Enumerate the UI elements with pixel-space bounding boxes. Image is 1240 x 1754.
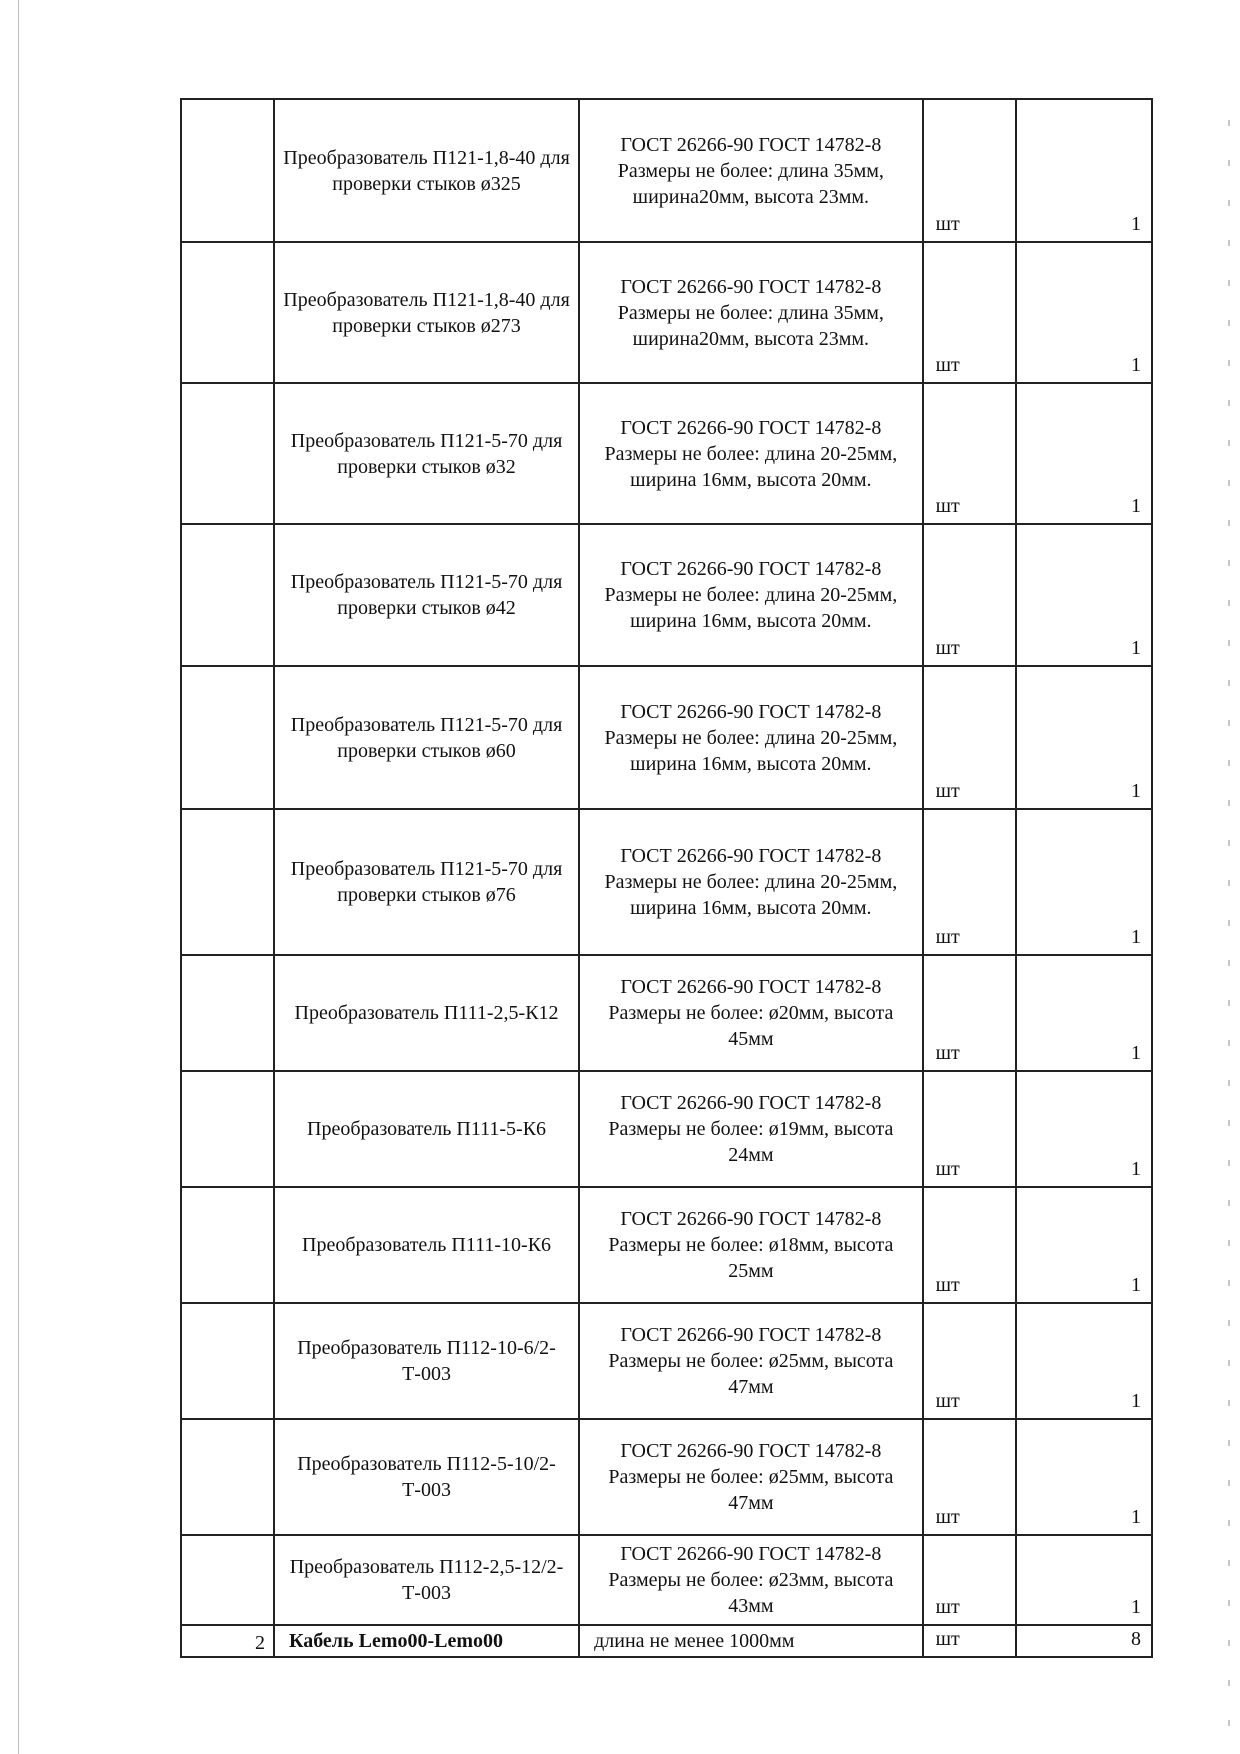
table-row: [181, 383, 1152, 524]
row-number: [181, 1535, 274, 1625]
item-unit: шт: [923, 242, 1016, 383]
item-unit: шт: [923, 1303, 1016, 1419]
table-row: [181, 1535, 1152, 1625]
item-unit: шт: [923, 955, 1016, 1071]
table-row: [181, 1625, 1152, 1657]
item-name: Преобразователь П121-5-70 для проверки стыков ø42: [274, 524, 579, 666]
item-unit: шт: [923, 1187, 1016, 1303]
row-number: [181, 242, 274, 383]
item-name: Преобразователь П111-5-К6: [274, 1071, 579, 1187]
row-number: [181, 666, 274, 809]
item-spec: ГОСТ 26266-90 ГОСТ 14782-8 Размеры не более: ø25мм, высота 47мм: [579, 1419, 923, 1535]
row-number: [181, 955, 274, 1071]
item-qty: 1: [1016, 1535, 1152, 1625]
table-row: [181, 1071, 1152, 1187]
item-spec: ГОСТ 26266-90 ГОСТ 14782-8 Размеры не более: ø19мм, высота 24мм: [579, 1071, 923, 1187]
row-number: [181, 1071, 274, 1187]
table-row: [181, 99, 1152, 242]
scan-edge-right: [1228, 120, 1230, 1740]
item-qty: 1: [1016, 383, 1152, 524]
item-spec: ГОСТ 26266-90 ГОСТ 14782-8 Размеры не более: ø20мм, высота 45мм: [579, 955, 923, 1071]
item-spec: ГОСТ 26266-90 ГОСТ 14782-8 Размеры не более: длина 20-25мм, ширина 16мм, высота 20мм.: [579, 524, 923, 666]
item-qty: 1: [1016, 666, 1152, 809]
item-name: Преобразователь П121-5-70 для проверки стыков ø76: [274, 809, 579, 955]
item-qty: 1: [1016, 99, 1152, 242]
item-unit: шт: [923, 1535, 1016, 1625]
table-row: [181, 666, 1152, 809]
item-qty: 1: [1016, 1419, 1152, 1535]
table-row: [181, 1303, 1152, 1419]
item-unit: шт: [923, 99, 1016, 242]
row-number: [181, 1419, 274, 1535]
item-qty: 1: [1016, 955, 1152, 1071]
item-unit: шт: [923, 809, 1016, 955]
item-qty: 1: [1016, 524, 1152, 666]
item-qty: 1: [1016, 809, 1152, 955]
table-row: [181, 1187, 1152, 1303]
table-row: [181, 955, 1152, 1071]
item-name: Преобразователь П121-1,8-40 для проверки стыков ø325: [274, 99, 579, 242]
item-qty: 1: [1016, 242, 1152, 383]
item-spec: ГОСТ 26266-90 ГОСТ 14782-8 Размеры не более: длина 35мм, ширина20мм, высота 23мм.: [579, 242, 923, 383]
item-unit: шт: [923, 1419, 1016, 1535]
item-spec: ГОСТ 26266-90 ГОСТ 14782-8 Размеры не более: ø23мм, высота 43мм: [579, 1535, 923, 1625]
item-spec: длина не менее 1000мм: [579, 1625, 923, 1657]
row-number: [181, 1303, 274, 1419]
table-row: [181, 1419, 1152, 1535]
row-number: [181, 99, 274, 242]
item-name: Преобразователь П112-2,5-12/2-Т-003: [274, 1535, 579, 1625]
item-name: Преобразователь П121-1,8-40 для проверки стыков ø273: [274, 242, 579, 383]
scan-edge-left: [18, 0, 19, 1754]
item-unit: шт: [923, 1625, 1016, 1657]
item-spec: ГОСТ 26266-90 ГОСТ 14782-8 Размеры не более: длина 35мм, ширина20мм, высота 23мм.: [579, 99, 923, 242]
item-name: Преобразователь П112-10-6/2-Т-003: [274, 1303, 579, 1419]
table-row: [181, 242, 1152, 383]
row-number: 2: [181, 1625, 274, 1657]
specification-table: [180, 98, 1153, 1658]
item-spec: ГОСТ 26266-90 ГОСТ 14782-8 Размеры не более: ø18мм, высота 25мм: [579, 1187, 923, 1303]
row-number: [181, 383, 274, 524]
item-name: Кабель Lemo00-Lemo00: [274, 1625, 579, 1657]
item-unit: шт: [923, 1071, 1016, 1187]
row-number: [181, 809, 274, 955]
item-qty: 8: [1016, 1625, 1152, 1657]
item-unit: шт: [923, 666, 1016, 809]
row-number: [181, 1187, 274, 1303]
item-spec: ГОСТ 26266-90 ГОСТ 14782-8 Размеры не более: ø25мм, высота 47мм: [579, 1303, 923, 1419]
item-spec: ГОСТ 26266-90 ГОСТ 14782-8 Размеры не более: длина 20-25мм, ширина 16мм, высота 20мм.: [579, 666, 923, 809]
item-name: Преобразователь П121-5-70 для проверки стыков ø60: [274, 666, 579, 809]
table-row: [181, 524, 1152, 666]
item-qty: 1: [1016, 1071, 1152, 1187]
item-name: Преобразователь П112-5-10/2-Т-003: [274, 1419, 579, 1535]
item-name: Преобразователь П111-10-К6: [274, 1187, 579, 1303]
row-number: [181, 524, 274, 666]
item-spec: ГОСТ 26266-90 ГОСТ 14782-8 Размеры не более: длина 20-25мм, ширина 16мм, высота 20мм.: [579, 383, 923, 524]
item-qty: 1: [1016, 1187, 1152, 1303]
item-name: Преобразователь П121-5-70 для проверки стыков ø32: [274, 383, 579, 524]
item-name: Преобразователь П111-2,5-К12: [274, 955, 579, 1071]
item-qty: 1: [1016, 1303, 1152, 1419]
item-spec: ГОСТ 26266-90 ГОСТ 14782-8 Размеры не более: длина 20-25мм, ширина 16мм, высота 20мм.: [579, 809, 923, 955]
item-unit: шт: [923, 524, 1016, 666]
item-unit: шт: [923, 383, 1016, 524]
table-row: [181, 809, 1152, 955]
